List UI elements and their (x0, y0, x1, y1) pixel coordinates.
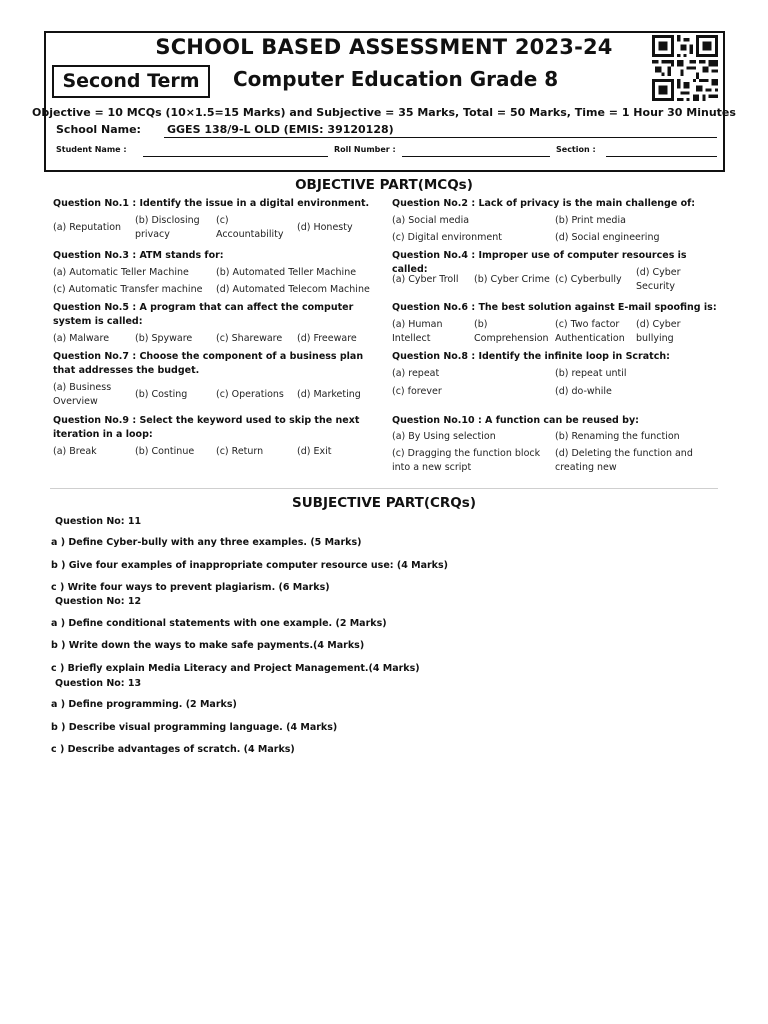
option-3b: (b) Automated Teller Machine (216, 267, 357, 278)
roll-number-label: Roll Number : (334, 145, 396, 154)
question-8: Question No.8 : Identify the infinite loop in Scratch: (392, 351, 670, 362)
option-2a: (a) Social media (392, 215, 470, 226)
option-3d: (d) Automated Telecom Machine (216, 284, 370, 295)
option-9d: (d) Exit (297, 446, 332, 457)
option-4a: (a) Cyber Troll (392, 274, 459, 285)
question-13-heading: Question No: 13 (55, 678, 142, 689)
objective-title: OBJECTIVE PART(MCQs) (295, 177, 473, 193)
subjective-title: SUBJECTIVE PART(CRQs) (292, 495, 476, 511)
option-10d: (d) Deleting the function and creating new (555, 448, 693, 473)
option-4d: (d) Cyber Security (636, 267, 681, 292)
question-11b: b ) Give four examples of inappropriate computer resource use: (4 Marks) (51, 560, 448, 571)
option-9b: (b) Continue (135, 446, 195, 457)
school-name-value: GGES 138/9-L OLD (EMIS: 39120128) (167, 123, 394, 136)
question-2: Question No.2 : Lack of privacy is the main challenge of: (392, 198, 696, 209)
option-7d: (d) Marketing (297, 389, 361, 400)
question-10: Question No.10 : A function can be reused by: (392, 415, 639, 426)
option-4c: (c) Cyberbully (555, 274, 622, 285)
option-6c: (c) Two factor Authentication (555, 319, 625, 344)
option-4b: (b) Cyber Crime (474, 274, 550, 285)
student-name-field[interactable] (143, 156, 328, 157)
option-1d: (d) Honesty (297, 222, 353, 233)
option-7b: (b) Costing (135, 389, 188, 400)
subject-title: Computer Education Grade 8 (233, 67, 559, 91)
question-13c: c ) Describe advantages of scratch. (4 Marks) (51, 744, 295, 755)
option-6a: (a) Human Intellect (392, 319, 443, 344)
question-13b: b ) Describe visual programming language. (4 Marks) (51, 722, 338, 733)
option-9a: (a) Break (53, 446, 97, 457)
option-8c: (c) forever (392, 386, 442, 397)
option-1a: (a) Reputation (53, 222, 122, 233)
section-label: Section : (556, 145, 596, 154)
marks-summary: Objective = 10 MCQs (10×1.5=15 Marks) and Subjective = 35 Marks, Total = 50 Marks, Time = 1 Hour 30 Minutes (32, 106, 736, 119)
question-4: Question No.4 : Improper use of computer resources is called: (392, 250, 687, 275)
question-6: Question No.6 : The best solution against E-mail spoofing is: (392, 302, 717, 313)
question-5: Question No.5 : A program that can affect the computer system is called: (53, 302, 354, 327)
section-field[interactable] (606, 156, 717, 157)
question-13a: a ) Define programming. (2 Marks) (51, 699, 237, 710)
question-11a: a ) Define Cyber-bully with any three examples. (5 Marks) (51, 537, 362, 548)
option-5a: (a) Malware (53, 333, 110, 344)
question-7: Question No.7 : Choose the component of a business plan that addresses the budget. (53, 351, 364, 376)
option-7c: (c) Operations (216, 389, 284, 400)
option-5c: (c) Shareware (216, 333, 283, 344)
option-5d: (d) Freeware (297, 333, 357, 344)
option-1b: (b) Disclosing privacy (135, 215, 200, 240)
qr-code-icon (650, 35, 720, 101)
option-10b: (b) Renaming the function (555, 431, 680, 442)
assessment-title: SCHOOL BASED ASSESSMENT 2023-24 (155, 35, 613, 59)
option-1c: (c) Accountability (216, 215, 284, 240)
option-8b: (b) repeat until (555, 368, 627, 379)
option-7a: (a) Business Overview (53, 382, 112, 407)
option-8d: (d) do-while (555, 386, 612, 397)
term-badge: Second Term (52, 65, 210, 98)
question-9: Question No.9 : Select the keyword used to skip the next iteration in a loop: (53, 415, 360, 440)
question-12b: b ) Write down the ways to make safe payments.(4 Marks) (51, 640, 365, 651)
option-8a: (a) repeat (392, 368, 440, 379)
option-6b: (b) Comprehension (474, 319, 549, 344)
school-name-line (164, 137, 717, 138)
option-2b: (b) Print media (555, 215, 626, 226)
question-12a: a ) Define conditional statements with one example. (2 Marks) (51, 618, 387, 629)
question-12c: c ) Briefly explain Media Literacy and Project Management.(4 Marks) (51, 663, 420, 674)
option-3a: (a) Automatic Teller Machine (53, 267, 189, 278)
question-11c: c ) Write four ways to prevent plagiarism. (6 Marks) (51, 582, 330, 593)
option-2d: (d) Social engineering (555, 232, 660, 243)
question-1: Question No.1 : Identify the issue in a digital environment. (53, 198, 370, 209)
option-10a: (a) By Using selection (392, 431, 496, 442)
question-12-heading: Question No: 12 (55, 596, 142, 607)
section-divider (50, 488, 718, 489)
question-3: Question No.3 : ATM stands for: (53, 250, 224, 261)
option-3c: (c) Automatic Transfer machine (53, 284, 203, 295)
roll-number-field[interactable] (402, 156, 550, 157)
option-5b: (b) Spyware (135, 333, 193, 344)
option-10c: (c) Dragging the function block into a new script (392, 448, 541, 473)
option-9c: (c) Return (216, 446, 264, 457)
school-name-label: School Name: (56, 123, 141, 136)
question-11-heading: Question No: 11 (55, 516, 142, 527)
option-2c: (c) Digital environment (392, 232, 502, 243)
student-name-label: Student Name : (56, 145, 127, 154)
option-6d: (d) Cyber bullying (636, 319, 681, 344)
